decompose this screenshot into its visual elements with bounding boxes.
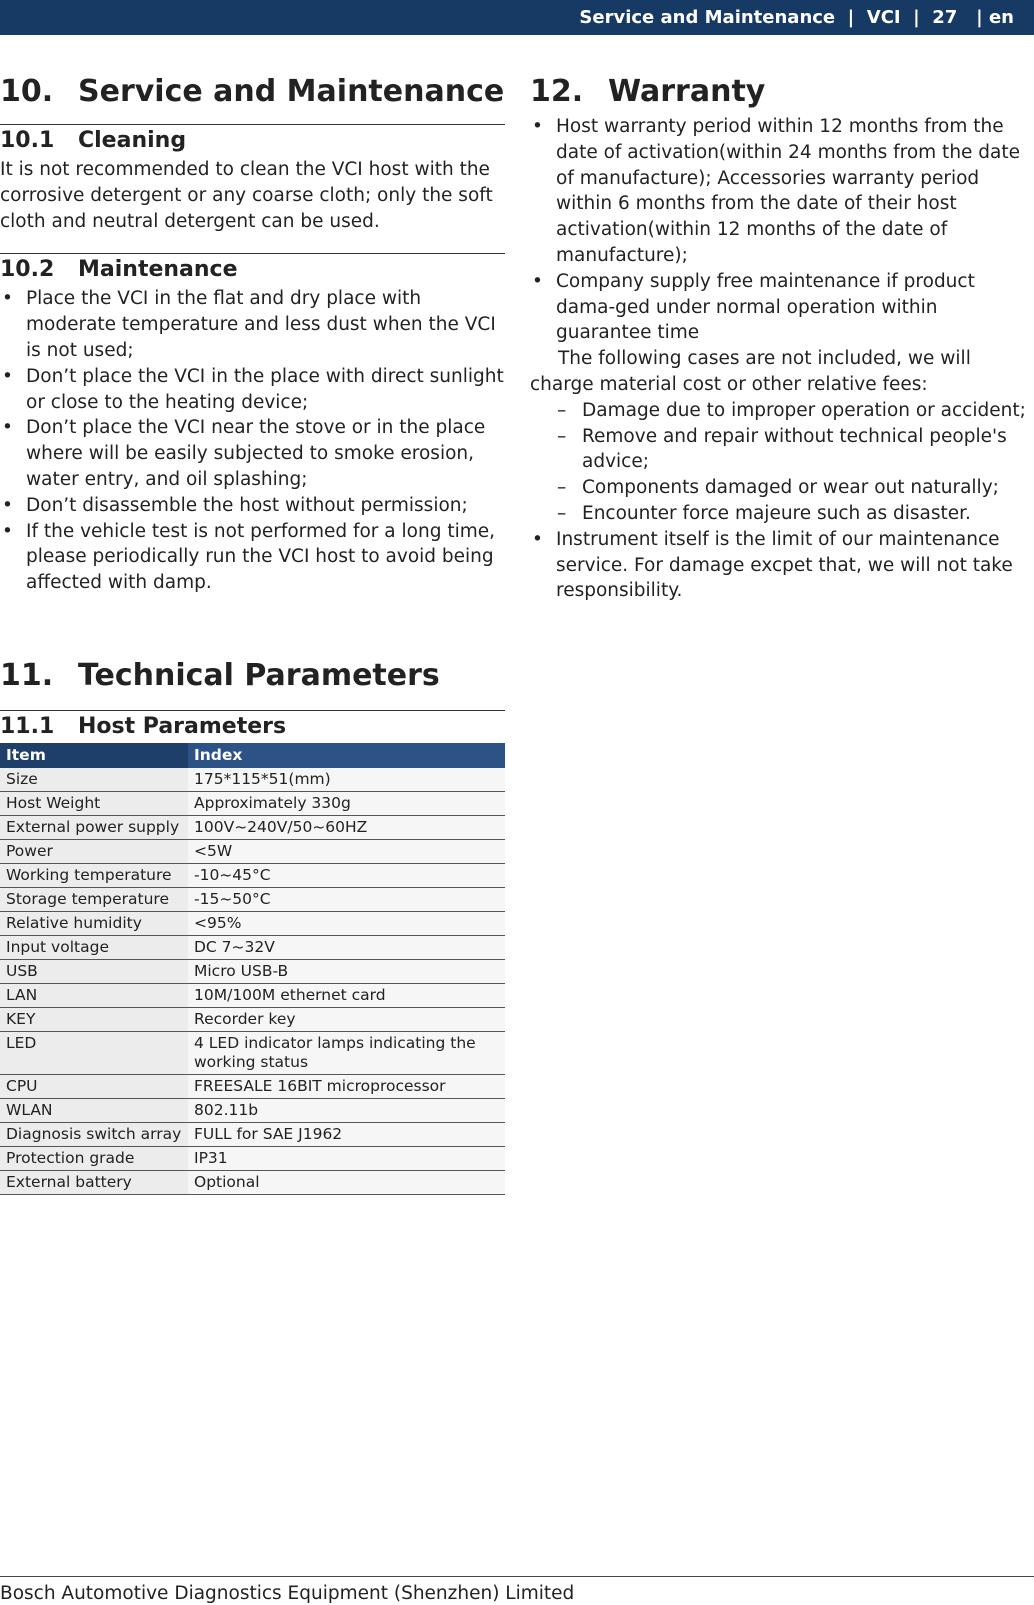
- column-header: Index: [188, 743, 505, 768]
- table-cell: Approximately 330g: [188, 791, 505, 815]
- section-title: Technical Parameters: [78, 657, 440, 693]
- section-number: 12.: [530, 74, 584, 109]
- table-cell: External battery: [0, 1170, 188, 1194]
- table-row: [0, 768, 505, 792]
- subsection-number: 10.1: [0, 128, 55, 153]
- table-row: [0, 1170, 505, 1194]
- table-row: [0, 1098, 505, 1122]
- table-row: [0, 839, 505, 863]
- table-cell: Recorder key: [188, 1007, 505, 1031]
- table-cell: External power supply: [0, 815, 188, 839]
- section-10-heading: [0, 70, 505, 114]
- table-cell: 4 LED indicator lamps indicating the working status: [188, 1031, 505, 1074]
- table-cell: FREESALE 16BIT microprocessor: [188, 1074, 505, 1098]
- table-row: [0, 1031, 505, 1074]
- section-11-heading: [0, 654, 505, 698]
- table-cell: Optional: [188, 1170, 505, 1194]
- list-item: • Host warranty period within 12 months from the date of activation(within 24 months from the date of manufacture); Accessories warranty period within 6 months from the date of their host activation(within 12 months of the date of manufacture);: [530, 114, 1030, 269]
- table-cell: 100V~240V/50~60HZ: [188, 815, 505, 839]
- table-cell: KEY: [0, 1007, 188, 1031]
- subsection-title: Maintenance: [78, 257, 238, 283]
- table-row: [0, 791, 505, 815]
- table-cell: -15~50°C: [188, 887, 505, 911]
- host-parameters-table: [0, 743, 505, 1195]
- header-language: en: [988, 7, 1014, 28]
- host-parameters-heading: [0, 711, 505, 743]
- list-item: • Don’t place the VCI in the place with direct sunlight or close to the heating device;: [0, 364, 505, 416]
- table-cell: DC 7~32V: [188, 935, 505, 959]
- table-cell: WLAN: [0, 1098, 188, 1122]
- table-cell: FULL for SAE J1962: [188, 1122, 505, 1146]
- table-cell: Size: [0, 768, 188, 792]
- table-cell: Storage temperature: [0, 887, 188, 911]
- maintenance-heading: [0, 254, 505, 286]
- table-row: [0, 959, 505, 983]
- subsection-number: 10.2: [0, 257, 55, 283]
- subsection-number: 11.1: [0, 713, 55, 739]
- list-item: • Company supply free maintenance if product dama-ged under normal operation within guarantee time: [530, 269, 1030, 346]
- table-row: [0, 1146, 505, 1170]
- table-header-row: [0, 743, 505, 768]
- table-cell: 10M/100M ethernet card: [188, 983, 505, 1007]
- list-item: • Instrument itself is the limit of our maintenance service. For damage excpet that, we will not take responsibility.: [530, 527, 1030, 604]
- table-row: [0, 863, 505, 887]
- warranty-note: The following cases are not included, we will charge material cost or other relative fees:: [530, 348, 971, 395]
- header-separator: |: [835, 7, 867, 28]
- section-number: 11.: [0, 657, 54, 693]
- table-row: [0, 911, 505, 935]
- table-cell: Working temperature: [0, 863, 188, 887]
- header-page-number: 27: [932, 7, 958, 28]
- table-cell: <5W: [188, 839, 505, 863]
- excluded-cases-list: [530, 398, 1030, 527]
- table-cell: -10~45°C: [188, 863, 505, 887]
- table-cell: Relative humidity: [0, 911, 188, 935]
- section-number: 10.: [0, 74, 54, 109]
- table-cell: Power: [0, 839, 188, 863]
- list-item: – Remove and repair without technical people's advice;: [530, 424, 1030, 476]
- table-cell: IP31: [188, 1146, 505, 1170]
- section-12-heading: [530, 70, 1030, 114]
- list-item: • Don’t place the VCI near the stove or in the place where will be easily subjected to smoke erosion, water entry, and oil splashing;: [0, 415, 505, 492]
- table-cell: Input voltage: [0, 935, 188, 959]
- table-cell: LAN: [0, 983, 188, 1007]
- list-item: • Place the VCI in the flat and dry place with moderate temperature and less dust when the VCI is not used;: [0, 286, 505, 363]
- section-title: Warranty: [608, 74, 766, 109]
- table-cell: CPU: [0, 1074, 188, 1098]
- section-title: Service and Maintenance: [78, 74, 505, 109]
- header-product: VCI: [866, 7, 901, 28]
- subsection-title: Cleaning: [78, 128, 187, 153]
- header-separator: |: [900, 7, 933, 28]
- table-cell: LED: [0, 1031, 188, 1074]
- warranty-list: [530, 527, 1030, 604]
- header-separator: |: [957, 7, 989, 28]
- table-row: [0, 1074, 505, 1098]
- subsection-title: Host Parameters: [78, 713, 287, 739]
- header-section: Service and Maintenance: [579, 7, 836, 28]
- table-row: [0, 815, 505, 839]
- table-cell: 802.11b: [188, 1098, 505, 1122]
- cleaning-heading: [0, 125, 505, 157]
- table-row: [0, 887, 505, 911]
- list-item: – Encounter force majeure such as disaster.: [530, 501, 1030, 527]
- list-item: • If the vehicle test is not performed for a long time, please periodically run the VCI host to avoid being affected with damp.: [0, 519, 505, 596]
- page-header-bar: [0, 0, 1034, 35]
- table-cell: 175*115*51(mm): [188, 768, 505, 792]
- table-row: [0, 1007, 505, 1031]
- left-column: [0, 70, 505, 1195]
- right-column: [530, 70, 1030, 604]
- column-header: Item: [0, 743, 188, 768]
- footer-company: Bosch Automotive Diagnostics Equipment (Shenzhen) Limited: [0, 1583, 575, 1604]
- table-row: [0, 935, 505, 959]
- table-cell: Diagnosis switch array: [0, 1122, 188, 1146]
- table-cell: <95%: [188, 911, 505, 935]
- warranty-list: [530, 114, 1030, 346]
- list-item: – Components damaged or wear out naturally;: [530, 475, 1030, 501]
- list-item: – Damage due to improper operation or accident;: [530, 398, 1030, 424]
- table-cell: Micro USB-B: [188, 959, 505, 983]
- maintenance-list: [0, 286, 505, 596]
- table-cell: USB: [0, 959, 188, 983]
- table-row: [0, 983, 505, 1007]
- table-row: [0, 1122, 505, 1146]
- list-item: • Don’t disassemble the host without permission;: [0, 493, 505, 519]
- cleaning-text: It is not recommended to clean the VCI host with the corrosive detergent or any coarse cloth; only the soft cloth and neutral detergent can be used.: [0, 159, 493, 232]
- table-cell: Host Weight: [0, 791, 188, 815]
- page-footer: [0, 1576, 1034, 1604]
- table-cell: Protection grade: [0, 1146, 188, 1170]
